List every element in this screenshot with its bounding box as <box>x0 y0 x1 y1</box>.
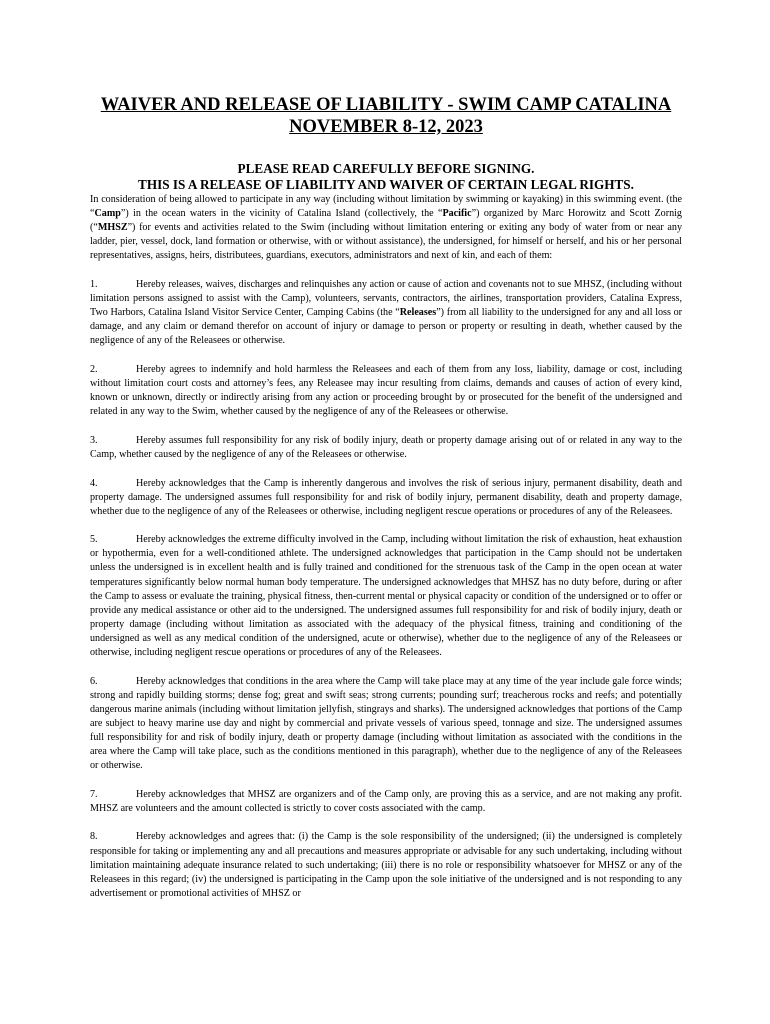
clause-number: 5. <box>90 534 98 546</box>
clause-7 <box>90 788 682 816</box>
defined-term: Releases <box>399 307 437 319</box>
notice-line-2: THIS IS A RELEASE OF LIABILITY AND WAIVER OF CERTAIN LEGAL RIGHTS. <box>138 177 634 192</box>
clause-8 <box>90 830 682 900</box>
defined-term: Camp <box>94 208 121 220</box>
title-line-2: NOVEMBER 8-12, 2023 <box>289 117 483 137</box>
clause-text: Hereby acknowledges that MHSZ are organizers and of the Camp only, are proving this as a service, and are not making any profit. MHSZ are volunteers and the amount collected is strictly to cover costs associated with the camp. <box>90 788 682 814</box>
intro-text: ”) for events and activities related to the Swim (including without limitation entering or exiting any body of water from or near any ladder, pier, vessel, dock, land formation or otherwise, with or without assistance), the undersigned, for himself or herself, and his or her personal representatives, assigns, heirs, distributees, guardians, executors, administrators and next of kin, and each of them: <box>90 222 682 262</box>
intro-text: ”) organized by Marc Horowitz and Scott Zornig (“ <box>90 208 682 234</box>
intro-paragraph <box>90 193 682 263</box>
defined-term: MHSZ <box>97 222 128 234</box>
clause-5 <box>90 533 682 660</box>
document-title <box>90 94 682 138</box>
clause-text: Hereby assumes full responsibility for any risk of bodily injury, death or property damage arising out of or related in any way to the Camp, whether caused by the negligence of any of the Releasees or otherwise. <box>90 434 682 460</box>
notice-heading <box>90 161 682 193</box>
clause-3 <box>90 434 682 462</box>
clause-number: 3. <box>90 434 98 446</box>
clause-text: Hereby acknowledges and agrees that: (i) the Camp is the sole responsibility of the undersigned; (ii) the undersigned is completely responsible for taking or implementing any and all precautions and measures appropriate or advisable for any such undertaking, including without limitation maintaining adequate insurance related to such undertaking; (iii) there is no role or responsibility whatsoever for MHSZ or any of the Releasees in this regard; (iv) the undersigned is participating in the Camp upon the sole initiative of the undersigned and is not responding to any advertisement or promotional activities of MHSZ or <box>90 831 682 899</box>
clause-1 <box>90 278 682 348</box>
notice-line-1: PLEASE READ CAREFULLY BEFORE SIGNING. <box>237 161 535 176</box>
clause-number: 8. <box>90 831 98 843</box>
clause-text: Hereby acknowledges the extreme difficulty involved in the Camp, including without limitation the risk of exhaustion, heat exhaustion or hypothermia, even for a well-conditioned athlete. The undersigned acknowledges that participation in the Camp should not be undertaken unless the undersigned is in excellent health and is fully trained and conditioned for the strenuous task of the Camp in the open ocean at water temperatures significantly below normal human body temperature. The undersigned acknowledges that MHSZ has no duty before, during or after the Camp to assess or evaluate the training, physical fitness, then-current mental or physical capacity or condition of the undersigned or to offer or provide any medical assistance or other aid to the undersigned. The undersigned assumes full responsibility for and risk of bodily injury, death or property damage (including without limitation as associated with the adequacy of the physical fitness, training and conditioning of the undersigned as well as any medical condition of the undersigned, acute or otherwise), whether due to the negligence of any of the Releasees or otherwise, including negligent rescue operations or procedures of any of the Releasees. <box>90 534 682 659</box>
clause-number: 6. <box>90 675 98 687</box>
clause-text: Hereby acknowledges that conditions in the area where the Camp will take place may at any time of the year include gale force winds; strong and rapidly building storms; dense fog; great and swift seas; strong currents; pounding surf; treacherous rocks and reefs; and potentially dangerous marine animals (including without limitation jellyfish, stingrays and sharks). The undersigned acknowledges that portions of the Camp are subject to heavy marine use day and night by commercial and private vessels of various speed, tonnage and size. The undersigned assumes full responsibility for and risk of bodily injury, death or property damage (including without limitation as associated with the conditions in the area where the Camp will take place, such as the conditions mentioned in this paragraph), whether due to the negligence of any of the Releasees or otherwise. <box>90 675 682 772</box>
clause-2 <box>90 363 682 419</box>
clause-number: 2. <box>90 363 98 375</box>
clause-text: Hereby agrees to indemnify and hold harmless the Releasees and each of them from any loss, liability, damage or cost, including without limitation court costs and attorney’s fees, any Releasee may incur resulting from claims, demands and causes of action of every kind, known or unknown, directly or indirectly arising from any action or proceeding brought by or prosecuted for the benefit of the undersigned and related in any way to the Swim, whether caused by the negligence of any of the Releasees or otherwise. <box>90 363 682 418</box>
title-line-1: WAIVER AND RELEASE OF LIABILITY - SWIM CAMP CATALINA <box>100 95 672 115</box>
clause-4 <box>90 477 682 519</box>
clause-text: Hereby releases, waives, discharges and relinquishes any action or cause of action and covenants not to sue MHSZ, (including without limitation persons assigned to assist with the Camp), volunteers, servants, contractors, the airlines, transportation providers, Catalina Express, Two Harbors, Catalina Island Visitor Service Center, Camping Cabins (the “ <box>90 278 682 319</box>
intro-text: In consideration of being allowed to participate in any way (including without limitation by swimming or kayaking) in this swimming event. (the “ <box>90 194 682 220</box>
clause-number: 1. <box>90 278 98 290</box>
clause-text: Hereby acknowledges that the Camp is inherently dangerous and involves the risk of serious injury, permanent disability, death and property damage. The undersigned assumes full responsibility for and risk of bodily injury, permanent disability, death and property damage, whether due to the negligence of any of the Releasees or otherwise, including negligent rescue operations or procedures of any of the Releasees. <box>90 477 682 517</box>
clause-number: 4. <box>90 477 98 489</box>
clause-6 <box>90 675 682 774</box>
defined-term: Pacific <box>442 208 472 220</box>
clause-number: 7. <box>90 788 98 800</box>
clause-text: ”) from all liability to the undersigned for any and all loss or damage, and any claim or demand therefor on account of injury or damage to person or property or resulting in death, whether caused by the negligence of any of the Releasees or otherwise. <box>90 307 682 347</box>
intro-text: ”) in the ocean waters in the vicinity of Catalina Island (collectively, the “ <box>120 208 443 220</box>
